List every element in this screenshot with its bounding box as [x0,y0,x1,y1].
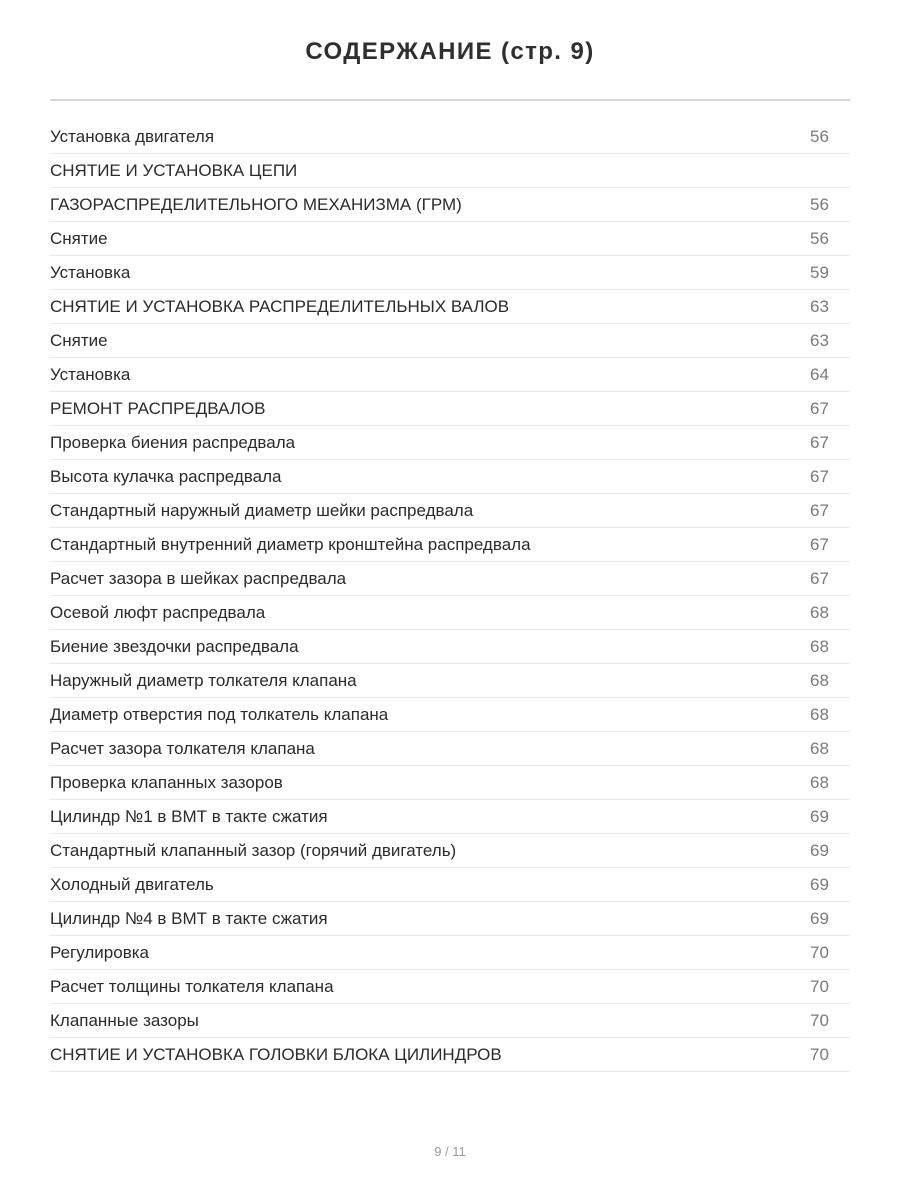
toc-entry[interactable] [50,324,850,358]
toc-entry-title: Стандартный наружный диаметр шейки распредвала [50,500,474,520]
toc-entry-page-number: 67 [810,432,829,452]
toc-entry-title: Снятие [50,330,108,350]
toc-entry-page-number: 56 [810,228,829,248]
toc-entry-title: Расчет зазора толкателя клапана [50,738,315,758]
toc-entry-title: Снятие [50,228,108,248]
toc-entry-page-number: 67 [810,466,829,486]
toc-entry-page-number: 70 [810,976,829,996]
toc-entry[interactable] [50,970,850,1004]
toc-entry[interactable] [50,834,850,868]
toc-entry[interactable] [50,1004,850,1038]
toc-entry-title: СНЯТИЕ И УСТАНОВКА ЦЕПИ [50,160,298,180]
toc-entry[interactable] [50,630,850,664]
toc-entry-title: Установка двигателя [50,126,215,146]
toc-entry-title: СНЯТИЕ И УСТАНОВКА РАСПРЕДЕЛИТЕЛЬНЫХ ВАЛОВ [50,296,510,316]
toc-list [50,120,850,1072]
toc-entry[interactable] [50,222,850,256]
toc-entry-title: Осевой люфт распредвала [50,602,266,622]
toc-entry[interactable] [50,664,850,698]
toc-entry-title: Клапанные зазоры [50,1010,199,1030]
toc-entry-title: Проверка клапанных зазоров [50,772,283,792]
toc-entry-title: Наружный диаметр толкателя клапана [50,670,357,690]
toc-entry[interactable] [50,800,850,834]
toc-entry[interactable] [50,936,850,970]
toc-entry-page-number: 68 [810,772,829,792]
toc-entry-title: Установка [50,364,131,384]
toc-entry-page-number: 67 [810,500,829,520]
toc-entry-page-number: 67 [810,568,829,588]
toc-entry[interactable] [50,120,850,154]
toc-entry-title: Стандартный внутренний диаметр кронштейна распредвала [50,534,531,554]
toc-entry-page-number: 59 [810,262,829,282]
toc-entry-page-number: 67 [810,534,829,554]
toc-entry[interactable] [50,460,850,494]
toc-entry-page-number: 63 [810,296,829,316]
toc-entry-title: Регулировка [50,942,149,962]
toc-entry[interactable] [50,732,850,766]
toc-entry[interactable] [50,188,850,222]
toc-entry[interactable] [50,426,850,460]
toc-entry[interactable] [50,392,850,426]
page-title: СОДЕРЖАНИЕ (стр. 9) [305,38,595,65]
toc-entry-page-number: 56 [810,126,829,146]
toc-entry-page-number: 68 [810,704,829,724]
toc-entry[interactable] [50,154,850,188]
toc-entry[interactable] [50,562,850,596]
toc-entry-page-number: 63 [810,330,829,350]
toc-entry-page-number: 56 [810,194,829,214]
toc-entry-title: Цилиндр №1 в ВМТ в такте сжатия [50,806,328,826]
toc-entry[interactable] [50,1038,850,1072]
toc-entry-page-number: 64 [810,364,829,384]
toc-entry[interactable] [50,596,850,630]
toc-entry-page-number: 69 [810,806,829,826]
toc-entry[interactable] [50,256,850,290]
toc-entry-title: Высота кулачка распредвала [50,466,282,486]
toc-entry-title: Цилиндр №4 в ВМТ в такте сжатия [50,908,328,928]
toc-entry-page-number: 70 [810,1044,829,1064]
toc-entry[interactable] [50,698,850,732]
toc-entry-page-number: 69 [810,908,829,928]
toc-entry[interactable] [50,494,850,528]
toc-entry-title: РЕМОНТ РАСПРЕДВАЛОВ [50,398,266,418]
toc-entry-title: Установка [50,262,131,282]
toc-entry[interactable] [50,766,850,800]
toc-entry[interactable] [50,868,850,902]
toc-entry-page-number: 68 [810,636,829,656]
toc-entry-title: СНЯТИЕ И УСТАНОВКА ГОЛОВКИ БЛОКА ЦИЛИНДРОВ [50,1044,502,1064]
toc-entry-title: Холодный двигатель [50,874,214,894]
toc-entry-page-number: 69 [810,874,829,894]
toc-entry[interactable] [50,902,850,936]
toc-entry-title: Расчет толщины толкателя клапана [50,976,334,996]
toc-entry-page-number: 67 [810,398,829,418]
toc-entry-page-number: 70 [810,1010,829,1030]
toc-entry-title: Биение звездочки распредвала [50,636,299,656]
title-divider [50,99,850,101]
toc-entry-page-number: 69 [810,840,829,860]
toc-entry-title: ГАЗОРАСПРЕДЕЛИТЕЛЬНОГО МЕХАНИЗМА (ГРМ) [50,194,462,214]
toc-entry-page-number: 68 [810,738,829,758]
toc-entry[interactable] [50,290,850,324]
toc-entry-title: Расчет зазора в шейках распредвала [50,568,347,588]
toc-entry-page-number: 68 [810,602,829,622]
toc-entry[interactable] [50,358,850,392]
toc-entry-title: Стандартный клапанный зазор (горячий двигатель) [50,840,457,860]
toc-entry[interactable] [50,528,850,562]
toc-entry-page-number: 68 [810,670,829,690]
toc-entry-title: Диаметр отверстия под толкатель клапана [50,704,389,724]
toc-entry-title: Проверка биения распредвала [50,432,296,452]
toc-entry-page-number: 70 [810,942,829,962]
page-indicator: 9 / 11 [434,1144,466,1159]
